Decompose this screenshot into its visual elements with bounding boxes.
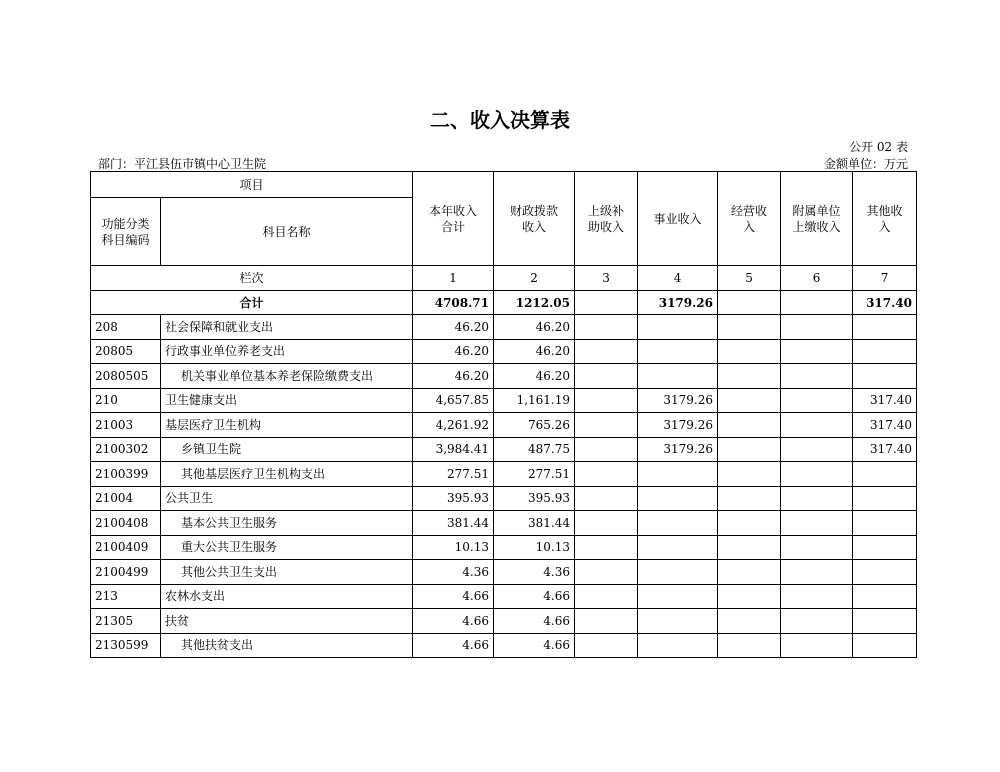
total-row (91, 291, 917, 315)
row-value: 3,984.41 (413, 437, 494, 462)
page-title: 二、收入决算表 (430, 108, 570, 132)
row-value (718, 560, 781, 585)
row-value: 4.66 (413, 609, 494, 634)
row-value (781, 609, 853, 634)
row-value (575, 315, 638, 340)
header-superior: 上级补 助收入 (575, 172, 638, 266)
row-code: 2130599 (91, 633, 161, 658)
row-value (718, 388, 781, 413)
row-value (853, 535, 917, 560)
row-code: 21004 (91, 486, 161, 511)
row-value (638, 633, 718, 658)
row-code: 208 (91, 315, 161, 340)
row-value (575, 535, 638, 560)
header-operating: 经营收 入 (718, 172, 781, 266)
row-name: 基本公共卫生服务 (161, 511, 413, 536)
row-value (638, 560, 718, 585)
row-value: 46.20 (494, 339, 575, 364)
row-value: 487.75 (494, 437, 575, 462)
row-code: 20805 (91, 339, 161, 364)
row-code: 21003 (91, 413, 161, 438)
total-value (781, 291, 853, 315)
row-name: 其他公共卫生支出 (161, 560, 413, 585)
row-value (638, 486, 718, 511)
table-row (91, 437, 917, 462)
row-value (575, 511, 638, 536)
table-row (91, 413, 917, 438)
column-number: 1 (413, 266, 494, 291)
header-code: 功能分类 科目编码 (91, 198, 161, 266)
row-value: 3179.26 (638, 413, 718, 438)
row-name: 基层医疗卫生机构 (161, 413, 413, 438)
row-value (718, 511, 781, 536)
row-value: 381.44 (494, 511, 575, 536)
row-value (718, 609, 781, 634)
row-code: 2100399 (91, 462, 161, 487)
header-name: 科目名称 (161, 198, 413, 266)
row-value (781, 413, 853, 438)
row-value (575, 560, 638, 585)
row-value (638, 609, 718, 634)
table-row (91, 315, 917, 340)
column-number: 7 (853, 266, 917, 291)
total-value (718, 291, 781, 315)
row-code: 21305 (91, 609, 161, 634)
column-number: 5 (718, 266, 781, 291)
row-value (638, 364, 718, 389)
row-value: 317.40 (853, 437, 917, 462)
header-business: 事业收入 (638, 172, 718, 266)
header-other: 其他收 入 (853, 172, 917, 266)
row-value (575, 584, 638, 609)
total-label: 合计 (91, 291, 413, 315)
row-value (718, 535, 781, 560)
column-number-label: 栏次 (91, 266, 413, 291)
row-value (853, 584, 917, 609)
row-code: 2100302 (91, 437, 161, 462)
column-number: 6 (781, 266, 853, 291)
row-value (638, 462, 718, 487)
row-value: 4.66 (413, 584, 494, 609)
row-value (781, 364, 853, 389)
row-name: 扶贫 (161, 609, 413, 634)
row-value: 381.44 (413, 511, 494, 536)
total-value: 317.40 (853, 291, 917, 315)
row-value (781, 486, 853, 511)
table-row (91, 535, 917, 560)
column-number: 4 (638, 266, 718, 291)
table-row (91, 364, 917, 389)
header-affiliate: 附属单位 上缴收入 (781, 172, 853, 266)
row-code: 213 (91, 584, 161, 609)
row-name: 其他扶贫支出 (161, 633, 413, 658)
header-total: 本年收入 合计 (413, 172, 494, 266)
column-number: 3 (575, 266, 638, 291)
row-value (575, 609, 638, 634)
row-value (638, 535, 718, 560)
row-name: 机关事业单位基本养老保险缴费支出 (161, 364, 413, 389)
row-value (718, 315, 781, 340)
row-value: 317.40 (853, 413, 917, 438)
row-value: 395.93 (413, 486, 494, 511)
row-value (638, 511, 718, 536)
header-fiscal: 财政拨款 收入 (494, 172, 575, 266)
row-value: 4.66 (413, 633, 494, 658)
row-value: 277.51 (413, 462, 494, 487)
table-row (91, 339, 917, 364)
total-value: 4708.71 (413, 291, 494, 315)
row-value: 46.20 (494, 315, 575, 340)
row-value (718, 437, 781, 462)
department-label: 部门：平江县伍市镇中心卫生院 (98, 157, 267, 171)
row-code: 210 (91, 388, 161, 413)
row-value (781, 462, 853, 487)
row-name: 行政事业单位养老支出 (161, 339, 413, 364)
row-value: 10.13 (413, 535, 494, 560)
total-value: 3179.26 (638, 291, 718, 315)
row-value: 3179.26 (638, 437, 718, 462)
total-value: 1212.05 (494, 291, 575, 315)
table-row (91, 511, 917, 536)
row-value (575, 388, 638, 413)
row-value (853, 462, 917, 487)
row-name: 重大公共卫生服务 (161, 535, 413, 560)
row-value (718, 339, 781, 364)
unit-label: 金额单位：万元 (823, 157, 908, 171)
row-value: 4.36 (413, 560, 494, 585)
table-row (91, 462, 917, 487)
row-value (781, 315, 853, 340)
row-value (638, 315, 718, 340)
row-value: 1,161.19 (494, 388, 575, 413)
row-value (575, 364, 638, 389)
row-value: 4.36 (494, 560, 575, 585)
row-value (718, 584, 781, 609)
row-value (853, 315, 917, 340)
row-value: 395.93 (494, 486, 575, 511)
row-value: 46.20 (413, 339, 494, 364)
row-value (853, 511, 917, 536)
row-value (575, 462, 638, 487)
row-name: 公共卫生 (161, 486, 413, 511)
row-value: 317.40 (853, 388, 917, 413)
row-value (575, 413, 638, 438)
column-number: 2 (494, 266, 575, 291)
row-value (781, 388, 853, 413)
row-value: 3179.26 (638, 388, 718, 413)
row-value (575, 339, 638, 364)
row-value: 277.51 (494, 462, 575, 487)
income-table (90, 171, 917, 658)
row-value: 4,657.85 (413, 388, 494, 413)
row-value (575, 437, 638, 462)
row-value (781, 339, 853, 364)
row-name: 乡镇卫生院 (161, 437, 413, 462)
row-value: 46.20 (413, 315, 494, 340)
row-value (575, 633, 638, 658)
row-value (853, 609, 917, 634)
row-code: 2100409 (91, 535, 161, 560)
row-value (853, 339, 917, 364)
header-item: 项目 (91, 172, 413, 198)
table-row (91, 609, 917, 634)
row-value (718, 486, 781, 511)
row-value (781, 584, 853, 609)
row-value: 10.13 (494, 535, 575, 560)
row-value (853, 560, 917, 585)
row-value: 4.66 (494, 633, 575, 658)
total-value (575, 291, 638, 315)
row-value (718, 462, 781, 487)
row-value (781, 511, 853, 536)
row-value (638, 339, 718, 364)
row-value (781, 560, 853, 585)
row-name: 卫生健康支出 (161, 388, 413, 413)
row-value: 765.26 (494, 413, 575, 438)
row-value (718, 633, 781, 658)
table-row (91, 633, 917, 658)
row-value: 4.66 (494, 584, 575, 609)
form-number: 公开 02 表 (849, 140, 908, 154)
row-value (781, 437, 853, 462)
row-value (781, 633, 853, 658)
table-row (91, 486, 917, 511)
row-value (718, 413, 781, 438)
row-name: 农林水支出 (161, 584, 413, 609)
row-value: 46.20 (413, 364, 494, 389)
row-value (718, 364, 781, 389)
row-value: 4.66 (494, 609, 575, 634)
row-value: 4,261.92 (413, 413, 494, 438)
table-row (91, 388, 917, 413)
row-code: 2100408 (91, 511, 161, 536)
row-code: 2100499 (91, 560, 161, 585)
row-value (853, 633, 917, 658)
row-value: 46.20 (494, 364, 575, 389)
table-row (91, 584, 917, 609)
row-code: 2080505 (91, 364, 161, 389)
row-value (781, 535, 853, 560)
row-value (638, 584, 718, 609)
row-value (853, 486, 917, 511)
table-row (91, 560, 917, 585)
row-value (575, 486, 638, 511)
row-value (853, 364, 917, 389)
row-name: 社会保障和就业支出 (161, 315, 413, 340)
row-name: 其他基层医疗卫生机构支出 (161, 462, 413, 487)
